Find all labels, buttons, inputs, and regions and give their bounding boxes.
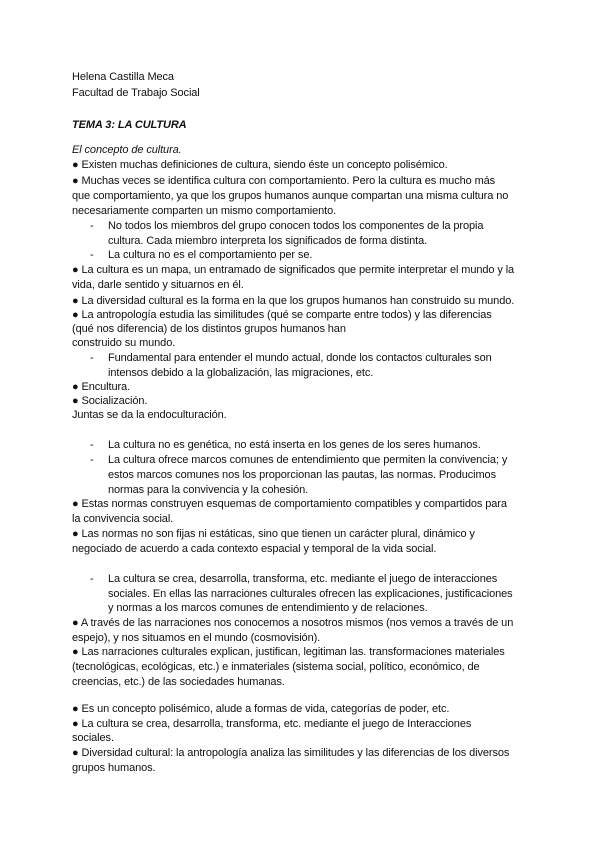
text-line: ● Las narraciones culturales explican, justifican, legitiman las. transformaciones materiales bbox=[72, 646, 505, 658]
text-line: cultura. Cada miembro interpreta los significados de forma distinta. bbox=[108, 235, 428, 247]
text-line: La cultura no es el comportamiento per se. bbox=[108, 249, 313, 261]
text-line: La cultura no es genética, no está inserta en los genes de los seres humanos. bbox=[108, 439, 481, 451]
faculty-name: Facultad de Trabajo Social bbox=[72, 87, 200, 99]
text-line: normas para la convivencia y la cohesión. bbox=[108, 484, 309, 496]
dash-marker: - bbox=[90, 352, 94, 364]
text-line: vida, darle sentido y situarnos en él. bbox=[72, 279, 244, 291]
text-line: estos marcos comunes nos los proporcionan las pautas, las normas. Producimos bbox=[108, 469, 496, 481]
text-line: Juntas se da la endoculturación. bbox=[72, 409, 227, 421]
text-line: la convivencia social. bbox=[72, 513, 174, 525]
text-line: negociado de acuerdo a cada contexto espacial y temporal de la vida social. bbox=[72, 543, 437, 555]
author-name: Helena Castilla Meca bbox=[72, 71, 174, 83]
dash-marker: - bbox=[90, 573, 94, 585]
text-line: ● A través de las narraciones nos conocemos a nosotros mismos (nos vemos a través de un bbox=[72, 617, 514, 629]
dash-marker: - bbox=[90, 439, 94, 451]
page-title: TEMA 3: LA CULTURA bbox=[72, 119, 187, 131]
text-line: ● Encultura. bbox=[72, 381, 131, 393]
text-line: ● Diversidad cultural: la antropología analiza las similitudes y las diferencias de los diversos bbox=[72, 747, 510, 759]
text-line: ● Socialización. bbox=[72, 395, 148, 407]
text-line: (qué nos diferencia) de los distintos grupos humanos han bbox=[72, 323, 346, 335]
text-line: creencias, etc.) de las sociedades humanas. bbox=[72, 676, 285, 688]
text-line: No todos los miembros del grupo conocen todos los componentes de la propia bbox=[108, 220, 484, 232]
text-line: La cultura se crea, desarrolla, transforma, etc. mediante el juego de interacciones bbox=[108, 573, 498, 585]
text-line: construido su mundo. bbox=[72, 337, 176, 349]
text-line: intensos debido a la globalización, las migraciones, etc. bbox=[108, 367, 374, 379]
text-line: sociales. En ellas las narraciones culturales ofrecen las explicaciones, justificaciones bbox=[108, 588, 513, 600]
text-line: Fundamental para entender el mundo actual, donde los contactos culturales son bbox=[108, 352, 492, 364]
text-line: ● Es un concepto polisémico, alude a formas de vida, categorías de poder, etc. bbox=[72, 703, 450, 715]
text-line: sociales. bbox=[72, 732, 114, 744]
text-line: (tecnológicas, ecológicas, etc.) e inmateriales (sistema social, político, económico, de bbox=[72, 661, 480, 673]
text-line: ● La diversidad cultural es la forma en la que los grupos humanos han construido su mundo. bbox=[72, 295, 515, 307]
text-line: ● Muchas veces se identifica cultura con comportamiento. Pero la cultura es mucho más bbox=[72, 175, 496, 187]
text-line: La cultura ofrece marcos comunes de entendimiento que permiten la convivencia; y bbox=[108, 454, 508, 466]
dash-marker: - bbox=[90, 249, 94, 261]
text-line: y normas a los marcos comunes de entendimiento y de relaciones. bbox=[108, 602, 428, 614]
text-line: ● Las normas no son fijas ni estáticas, sino que tienen un carácter plural, dinámico y bbox=[72, 528, 475, 540]
text-line: ● La cultura se crea, desarrolla, transforma, etc. mediante el juego de Interacciones bbox=[72, 718, 472, 730]
text-line: ● La cultura es un mapa, un entramado de significados que permite interpretar el mundo y la bbox=[72, 264, 515, 276]
section-heading: El concepto de cultura. bbox=[72, 144, 182, 156]
text-line: ● La antropología estudia las similitudes (qué se comparte entre todos) y las diferencias bbox=[72, 309, 492, 321]
text-line: espejo), y nos situamos en el mundo (cosmovisión). bbox=[72, 632, 321, 644]
dash-marker: - bbox=[90, 454, 94, 466]
text-line: necesariamente comparten un mismo comportamiento. bbox=[72, 205, 337, 217]
text-line: ● Existen muchas definiciones de cultura, siendo éste un concepto polisémico. bbox=[72, 159, 448, 171]
text-line: que comportamiento, ya que los grupos humanos aunque compartan una misma cultura no bbox=[72, 190, 509, 202]
dash-marker: - bbox=[90, 220, 94, 232]
text-line: ● Estas normas construyen esquemas de comportamiento compatibles y compartidos para bbox=[72, 498, 507, 510]
text-line: grupos humanos. bbox=[72, 762, 156, 774]
